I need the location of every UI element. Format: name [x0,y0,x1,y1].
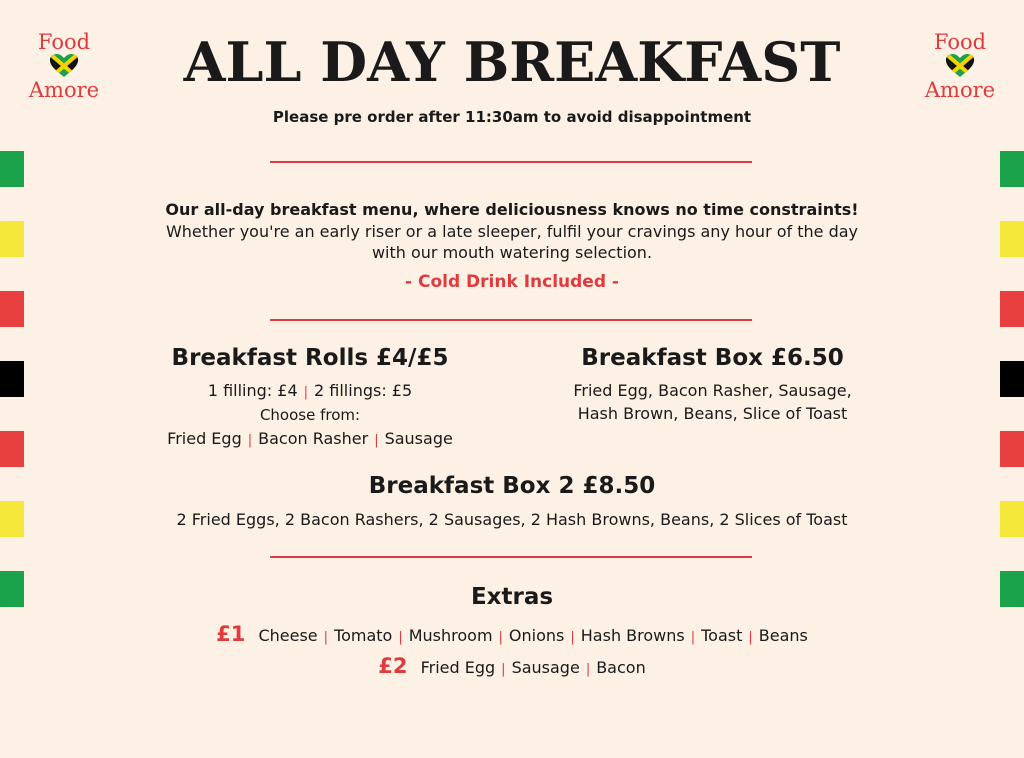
cold-drink-note: - Cold Drink Included - [405,272,619,292]
extras-item: Fried Egg [420,658,496,677]
rolls-price-two: 2 fillings: £5 [314,381,413,400]
breakfast-box-heading: Breakfast Box £6.50 [581,345,844,371]
extras-row-2 [0,654,1024,678]
separator: | [570,630,575,645]
logo-text-amore: Amore [28,78,100,102]
extras-item: Bacon [596,658,646,677]
intro-text-line: with our mouth watering selection. [371,243,653,262]
roll-option: Sausage [384,429,453,448]
separator: | [303,385,309,400]
color-stripe [1000,151,1024,187]
separator: | [690,630,696,645]
rolls-choose-label: Choose from: [259,406,361,424]
extras-item: Cheese [258,626,318,645]
extras-item: Sausage [511,658,580,677]
roll-option: Bacon Rasher [258,429,369,448]
page-subtitle: Please pre order after 11:30am to avoid disappointment [272,108,752,126]
color-stripe [1000,431,1024,467]
extras-item: Toast [701,626,743,645]
breakfast-rolls-section [120,345,500,452]
breakfast-rolls-heading: Breakfast Rolls £4/£5 [171,345,449,371]
extras-item: Hash Browns [580,626,685,645]
page-title: ALL DAY BREAKFAST [183,30,841,94]
divider [270,161,752,163]
color-stripe [1000,361,1024,397]
breakfast-box-items: Fried Egg, Bacon Rasher, Sausage, [573,381,852,400]
color-stripe [0,361,24,397]
logo-text-food: Food [37,30,91,54]
logo-text-amore: Amore [924,78,996,102]
color-stripe [0,291,24,327]
breakfast-box2-items: 2 Fried Eggs, 2 Bacon Rashers, 2 Sausages, 2 Hash Browns, Beans, 2 Slices of Toast [176,510,848,529]
separator: | [585,662,591,677]
extras-price: £1 [216,622,246,646]
extras-item: Tomato [334,626,393,645]
color-stripe [0,431,24,467]
color-stripe [1000,291,1024,327]
extras-item: Mushroom [408,626,493,645]
color-stripe [0,151,24,187]
divider [270,319,752,321]
separator: | [247,433,253,448]
extras-row-1 [0,622,1024,646]
breakfast-box2-heading: Breakfast Box 2 £8.50 [368,473,656,499]
separator: | [498,630,503,645]
divider [270,556,752,558]
separator: | [501,662,506,677]
separator: | [398,630,403,645]
separator: | [748,630,753,645]
logo-text-food: Food [933,30,987,54]
separator: | [323,630,329,645]
extras-item: Beans [758,626,808,645]
extras-price: £2 [378,654,408,678]
extras-item: Onions [508,626,565,645]
rolls-price-one: 1 filling: £4 [207,381,298,400]
roll-option: Fried Egg [167,429,242,448]
breakfast-box-section [520,345,905,425]
breakfast-box-items: Hash Brown, Beans, Slice of Toast [577,404,848,423]
intro-text-line: Whether you're an early riser or a late sleeper, fulfil your cravings any hour of the day [165,222,859,241]
extras-heading: Extras [470,584,554,610]
separator: | [374,433,379,448]
intro-headline: Our all-day breakfast menu, where deliciousness knows no time constraints! [165,200,859,219]
